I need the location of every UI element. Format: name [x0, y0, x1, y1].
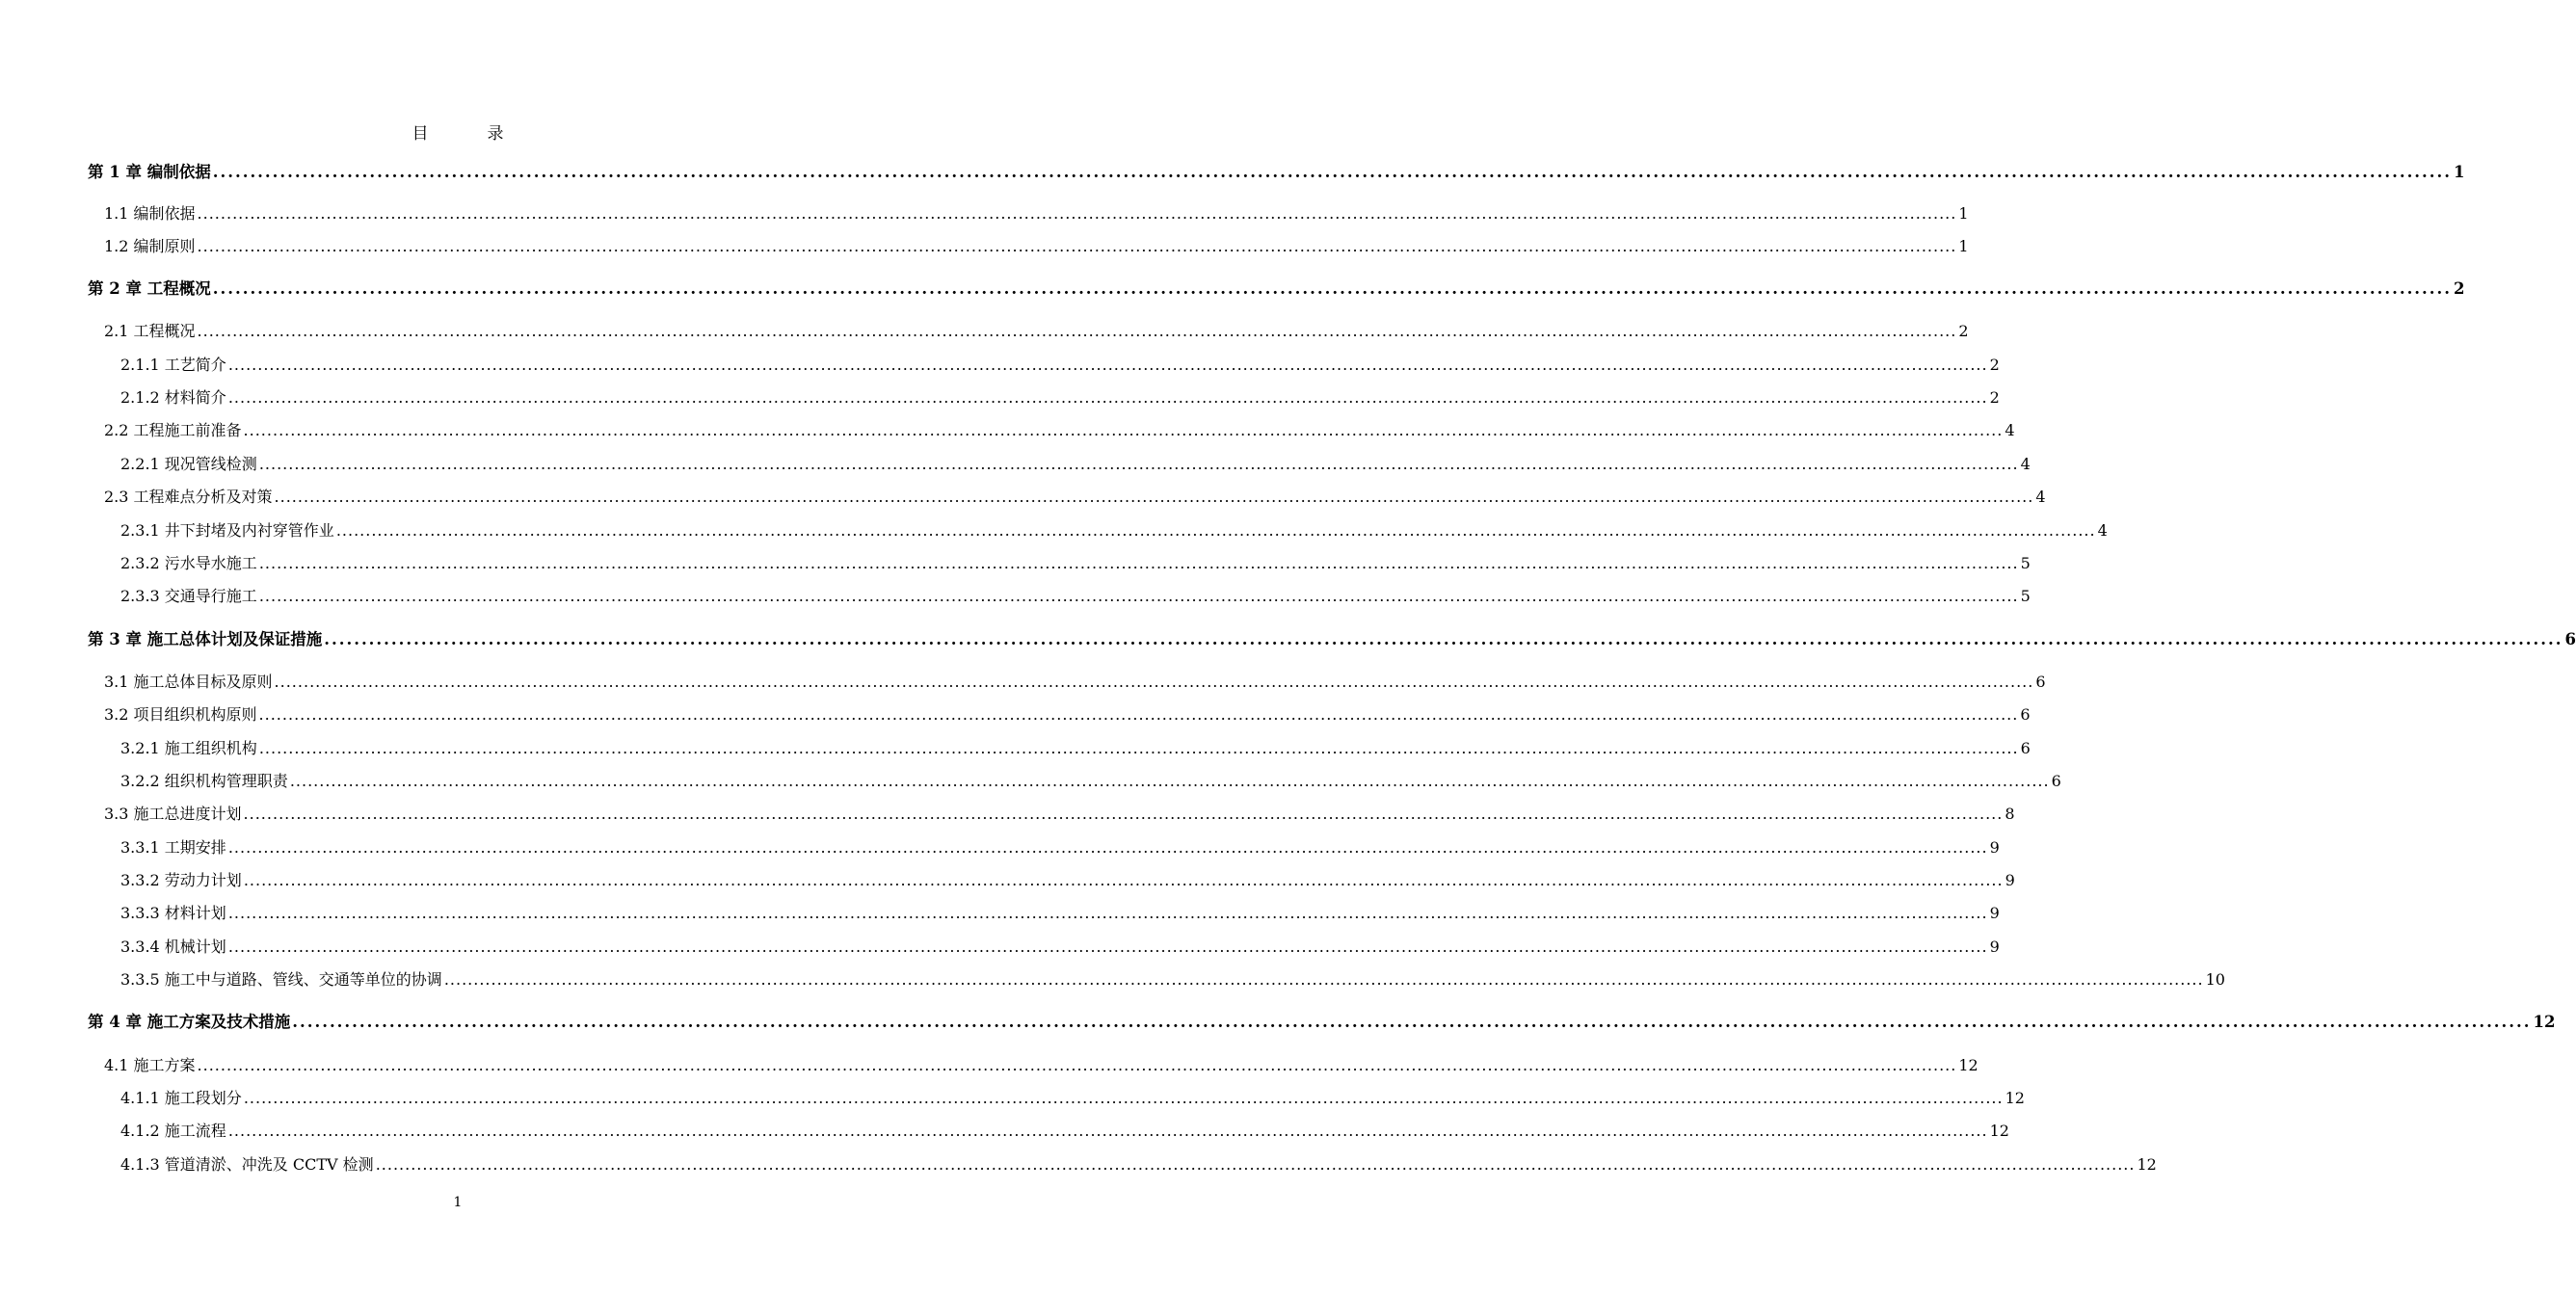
toc-entry-page: 5: [2020, 554, 2031, 572]
toc-entry[interactable]: [104, 202, 1969, 225]
toc-dot-leader: ............................................................................................................................................................................................................................................................................................................: [227, 1122, 1988, 1140]
toc-dot-leader: ............................................................................................................................................................................................................................................................................................................: [274, 488, 2034, 506]
toc-entry-page: 4: [2035, 488, 2046, 506]
toc-entry-page: 12: [1989, 1122, 2009, 1140]
toc-entry-label: 2.3.1 井下封堵及内衬穿管作业: [120, 521, 334, 540]
toc-entry-page: 2: [2454, 279, 2465, 298]
toc-entry[interactable]: [120, 1087, 2025, 1110]
toc-entry-label: 3.3.2 劳动力计划: [120, 871, 242, 889]
toc-entry-label: 3.1 施工总体目标及原则: [104, 673, 273, 691]
toc-entry-label: 2.2 工程施工前准备: [104, 421, 242, 439]
toc-entry-label: 1.1 编制依据: [104, 204, 196, 223]
toc-entry-page: 2: [1989, 388, 2000, 407]
toc-entry-label: 3.2.2 组织机构管理职责: [120, 772, 288, 790]
toc-entry-label: 2.1.2 材料简介: [120, 388, 226, 407]
toc-entry[interactable]: [120, 902, 2000, 925]
toc-entry-label: 第 3 章 施工总体计划及保证措施: [88, 630, 323, 648]
toc-dot-leader: ............................................................................................................................................................................................................................................................................................................: [227, 838, 1988, 857]
toc-entry-page: 12: [1958, 1056, 1978, 1074]
toc-entry-label: 2.1 工程概况: [104, 322, 196, 340]
toc-entry-label: 4.1 施工方案: [104, 1056, 196, 1074]
toc-dot-leader: ............................................................................................................................................................................................................................................................................................................: [227, 938, 1988, 956]
toc-dot-leader: ............................................................................................................................................................................................................................................................................................................: [243, 1089, 2004, 1107]
toc-entry[interactable]: [120, 354, 2000, 377]
toc-entry[interactable]: [120, 386, 2000, 410]
toc-entry-page: 4: [2005, 421, 2015, 439]
toc-dot-leader: ............................................................................................................................................................................................................................................................................................................: [258, 455, 2019, 473]
toc-entry-label: 3.3.5 施工中与道路、管线、交通等单位的协调: [120, 970, 442, 989]
toc-entry[interactable]: [120, 1153, 2157, 1176]
toc-entry[interactable]: [120, 836, 2000, 859]
toc-entry[interactable]: [104, 671, 2046, 694]
toc-entry-page: 9: [2005, 871, 2015, 889]
toc-entry[interactable]: [120, 552, 2031, 575]
toc-dot-leader: ............................................................................................................................................................................................................................................................................................................: [289, 772, 2050, 790]
toc-dot-leader: ............................................................................................................................................................................................................................................................................................................: [227, 904, 1988, 922]
toc-entry[interactable]: [120, 936, 2000, 959]
toc-dot-leader: ............................................................................................................................................................................................................................................................................................................: [292, 1013, 2532, 1031]
toc-entry-label: 1.2 编制原则: [104, 237, 196, 255]
toc-dot-leader: ............................................................................................................................................................................................................................................................................................................: [197, 237, 1957, 255]
toc-entry-page: 4: [2020, 455, 2031, 473]
toc-entry-page: 9: [1989, 938, 2000, 956]
toc-dot-leader: ............................................................................................................................................................................................................................................................................................................: [324, 630, 2563, 648]
toc-entry-page: 1: [2454, 163, 2465, 181]
toc-entry[interactable]: [104, 703, 2031, 727]
toc-dot-leader: ............................................................................................................................................................................................................................................................................................................: [258, 739, 2019, 757]
toc-entry-label: 2.3 工程难点分析及对策: [104, 488, 273, 506]
toc-entry-label: 4.1.1 施工段划分: [120, 1089, 242, 1107]
footer-page-number: 1: [453, 1195, 463, 1210]
toc-entry[interactable]: [120, 519, 2108, 542]
toc-dot-leader: ............................................................................................................................................................................................................................................................................................................: [197, 322, 1957, 340]
toc-entry-page: 12: [2005, 1089, 2025, 1107]
toc-entry[interactable]: [120, 968, 2225, 991]
toc-entry-label: 3.2 项目组织机构原则: [104, 705, 257, 724]
toc-entry-label: 2.3.2 污水导水施工: [120, 554, 257, 572]
toc-dot-leader: ............................................................................................................................................................................................................................................................................................................: [197, 1056, 1957, 1074]
toc-dot-leader: ............................................................................................................................................................................................................................................................................................................: [375, 1155, 2136, 1174]
toc-entry-label: 3.3.3 材料计划: [120, 904, 226, 922]
toc-entry-page: 1: [1958, 237, 1969, 255]
toc-entry[interactable]: [104, 419, 2015, 442]
toc-entry[interactable]: [104, 320, 1969, 343]
toc-dot-leader: ............................................................................................................................................................................................................................................................................................................: [258, 587, 2019, 605]
toc-entry[interactable]: [120, 1120, 2009, 1143]
toc-dot-leader: ............................................................................................................................................................................................................................................................................................................: [197, 204, 1957, 223]
toc-entry[interactable]: [88, 278, 2465, 301]
toc-entry[interactable]: [104, 486, 2046, 509]
toc-entry[interactable]: [88, 628, 2576, 651]
toc-entry-page: 12: [2137, 1155, 2157, 1174]
toc-entry[interactable]: [104, 803, 2015, 826]
toc-entry-label: 2.2.1 现况管线检测: [120, 455, 257, 473]
toc-entry[interactable]: [120, 737, 2031, 760]
toc-dot-leader: ............................................................................................................................................................................................................................................................................................................: [243, 805, 2004, 823]
toc-entry-page: 5: [2020, 587, 2031, 605]
page-title: 目 录: [412, 124, 525, 144]
toc-entry[interactable]: [120, 453, 2031, 476]
toc-entry-page: 6: [2035, 673, 2046, 691]
toc-entry-label: 4.1.3 管道清淤、冲洗及 CCTV 检测: [120, 1155, 374, 1174]
toc-entry-page: 8: [2005, 805, 2015, 823]
toc-entry[interactable]: [104, 235, 1969, 258]
toc-entry-page: 1: [1958, 204, 1969, 223]
toc-entry[interactable]: [104, 1054, 1978, 1077]
toc-entry[interactable]: [120, 585, 2031, 608]
toc-entry-page: 6: [2020, 705, 2031, 724]
toc-entry-label: 2.1.1 工艺简介: [120, 356, 226, 374]
toc-entry[interactable]: [120, 869, 2015, 892]
toc-entry-label: 第 4 章 施工方案及技术措施: [88, 1013, 291, 1031]
toc-entry-page: 4: [2097, 521, 2108, 540]
toc-entry-page: 9: [1989, 838, 2000, 857]
toc-dot-leader: ............................................................................................................................................................................................................................................................................................................: [212, 163, 2453, 181]
toc-entry-label: 第 2 章 工程概况: [88, 279, 211, 298]
toc-dot-leader: ............................................................................................................................................................................................................................................................................................................: [227, 388, 1988, 407]
toc-entry-label: 第 1 章 编制依据: [88, 163, 211, 181]
toc-dot-leader: ............................................................................................................................................................................................................................................................................................................: [258, 705, 2019, 724]
toc-entry-label: 3.2.1 施工组织机构: [120, 739, 257, 757]
toc-dot-leader: ............................................................................................................................................................................................................................................................................................................: [335, 521, 2096, 540]
toc-entry-label: 4.1.2 施工流程: [120, 1122, 226, 1140]
toc-entry-page: 6: [2051, 772, 2061, 790]
toc-dot-leader: ............................................................................................................................................................................................................................................................................................................: [243, 871, 2004, 889]
toc-entry-label: 3.3 施工总进度计划: [104, 805, 242, 823]
toc-entry[interactable]: [120, 770, 2061, 793]
toc-entry-page: 6: [2020, 739, 2031, 757]
toc-entry-page: 6: [2564, 630, 2576, 648]
toc-dot-leader: ............................................................................................................................................................................................................................................................................................................: [443, 970, 2204, 989]
toc-entry-page: 2: [1958, 322, 1969, 340]
toc-entry-label: 3.3.1 工期安排: [120, 838, 226, 857]
toc-entry-label: 2.3.3 交通导行施工: [120, 587, 257, 605]
toc-dot-leader: ............................................................................................................................................................................................................................................................................................................: [258, 554, 2019, 572]
toc-entry[interactable]: [88, 1011, 2556, 1034]
toc-entry-page: 12: [2533, 1013, 2556, 1031]
toc-dot-leader: ............................................................................................................................................................................................................................................................................................................: [274, 673, 2034, 691]
toc-entry[interactable]: [88, 161, 2465, 184]
toc-entry-page: 2: [1989, 356, 2000, 374]
toc-dot-leader: ............................................................................................................................................................................................................................................................................................................: [212, 279, 2453, 298]
toc-dot-leader: ............................................................................................................................................................................................................................................................................................................: [227, 356, 1988, 374]
toc-entry-page: 10: [2205, 970, 2225, 989]
toc-entry-label: 3.3.4 机械计划: [120, 938, 226, 956]
toc-dot-leader: ............................................................................................................................................................................................................................................................................................................: [243, 421, 2004, 439]
toc-entry-page: 9: [1989, 904, 2000, 922]
